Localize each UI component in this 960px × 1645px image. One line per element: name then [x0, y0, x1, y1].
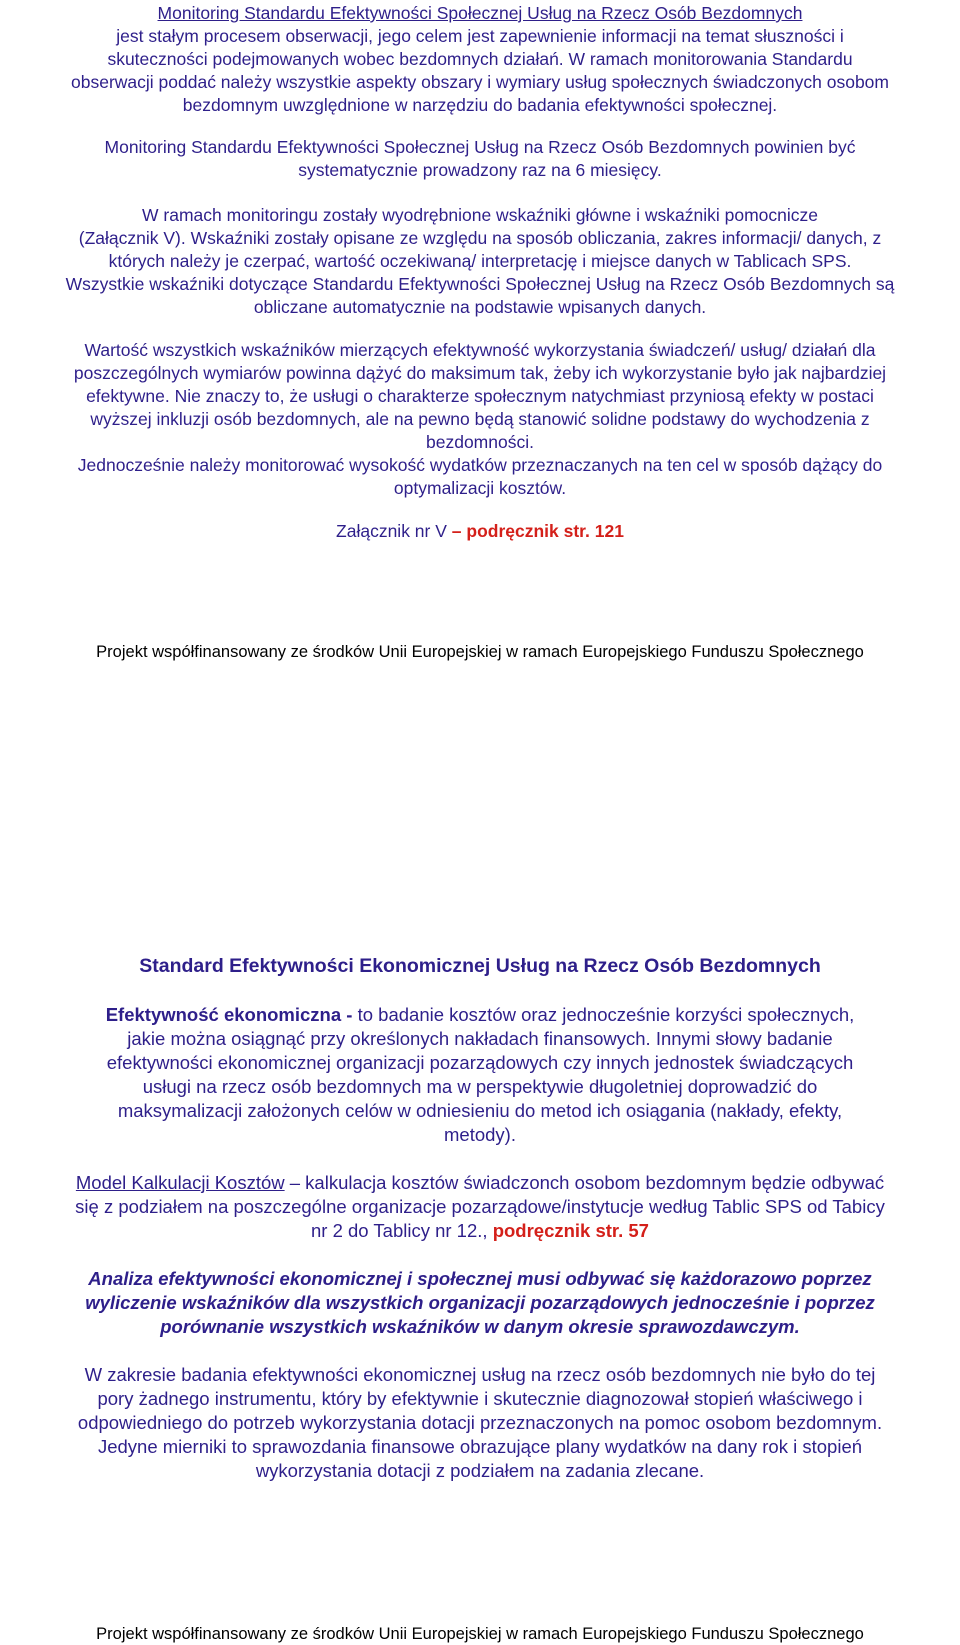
text-line: jest stałym procesem obserwacji, jego celem jest zapewnienie informacji na temat słuszności i	[116, 26, 844, 46]
text-line: (Załącznik V). Wskaźniki zostały opisane ze względu na sposób obliczania, zakres informacji/ danych, z	[78, 228, 882, 248]
indicators-paragraph	[0, 204, 960, 319]
text-line: Analiza efektywności ekonomicznej i społecznej musi odbywać się każdorazowo poprzez	[88, 1268, 872, 1289]
text-line: maksymalizacji założonych celów w odniesieniu do metod ich osiągania (nakłady, efekty,	[117, 1100, 843, 1121]
text-line: których należy je czerpać, wartość oczekiwaną/ interpretację i miejsce danych w Tablicach SPS.	[108, 251, 852, 271]
handbook-page-reference: podręcznik str. 121	[466, 521, 624, 541]
text-line: usługi na rzecz osób bezdomnych ma w perspektywie długoletniej doprowadzić do	[142, 1076, 818, 1097]
economic-efficiency-paragraph	[0, 1003, 960, 1147]
text-line: W ramach monitoringu zostały wyodrębnione wskaźniki główne i wskaźniki pomocnicze	[142, 205, 818, 225]
text-line: wyższej inkluzji osób bezdomnych, ale na pewno będą stanowić solidne podstawy do wychodzenia z	[90, 409, 870, 429]
text-line: porównanie wszystkich wskaźników w danym okresie sprawozdawczym.	[160, 1316, 800, 1337]
text-line: nr 2 do Tablicy nr 12.,	[311, 1220, 493, 1241]
text-line: optymalizacji kosztów.	[393, 478, 567, 498]
text-line: metody).	[444, 1124, 516, 1145]
monitoring-paragraph	[0, 2, 960, 117]
text-line: obliczane automatycznie na podstawie wpisanych danych.	[253, 297, 707, 317]
text-line: Monitoring Standardu Efektywności Społecznej Usług na Rzecz Osób Bezdomnych powinien być	[104, 137, 856, 157]
text-line: odpowiedniego do potrzeb wykorzystania dotacji przeznaczonych na pomoc osobom bezdomnym.	[77, 1412, 883, 1433]
section-heading: Standard Efektywności Ekonomicznej Usług na Rzecz Osób Bezdomnych	[139, 955, 821, 977]
value-paragraph	[0, 339, 960, 500]
text-line: obserwacji poddać należy wszystkie aspekty obszary i wymiary usług społecznych świadczonych osobom	[71, 72, 889, 92]
text-line: Wartość wszystkich wskaźników mierzących efektywność wykorzystania świadczeń/ usług/ działań dla	[84, 340, 876, 360]
attachment-reference	[0, 520, 960, 543]
text-line: W zakresie badania efektywności ekonomicznej usług na rzecz osób bezdomnych nie było do tej	[84, 1364, 876, 1385]
text-line: to badanie kosztów oraz jednocześnie korzyści społecznych,	[352, 1004, 855, 1025]
text-line: bezdomności.	[426, 432, 534, 452]
text-line: systematycznie prowadzony raz na 6 miesięcy.	[298, 160, 662, 180]
cost-model-link[interactable]: Model Kalkulacji Kosztów	[75, 1172, 285, 1193]
text-line: efektywne. Nie znaczy to, że usługi o charakterze społecznym natychmiast przyniosą efekty w postaci	[86, 386, 874, 406]
text-line: pory żadnego instrumentu, który by efektywnie i skutecznie diagnozował stopień właściwego i	[97, 1388, 863, 1409]
text-line: – kalkulacja kosztów świadczonch osobom bezdomnym będzie odbywać	[284, 1172, 885, 1193]
text-line: wykorzystania dotacji z podziałem na zadania zlecane.	[255, 1460, 705, 1481]
text-line: Jedyne mierniki to sprawozdania finansowe obrazujące plany wydatków na dany rok i stopień	[97, 1436, 863, 1457]
page-footer: Projekt współfinansowany ze środków Unii Europejskiej w ramach Europejskiego Funduszu Społecznego	[96, 1625, 864, 1643]
analysis-paragraph	[0, 1267, 960, 1339]
text-line: się z podziałem na poszczególne organizacje pozarządowe/instytucje według Tablic SPS od Tabicy	[75, 1196, 885, 1217]
handbook-page-reference: podręcznik str. 57	[492, 1220, 649, 1241]
attachment-dash: –	[446, 521, 467, 541]
instrument-paragraph	[0, 1363, 960, 1483]
text-line: Wszystkie wskaźniki dotyczące Standardu Efektywności Społecznej Usług na Rzecz Osób Bezdomnych są	[65, 274, 895, 294]
attachment-label: Załącznik nr V	[336, 521, 447, 541]
text-line: wyliczenie wskaźników dla wszystkich organizacji pozarządowych jednocześnie i poprzez	[85, 1292, 875, 1313]
frequency-paragraph	[0, 136, 960, 182]
monitoring-title-link[interactable]: Monitoring Standardu Efektywności Społecznej Usług na Rzecz Osób Bezdomnych	[157, 3, 803, 23]
term-label: Efektywność ekonomiczna -	[105, 1004, 353, 1025]
text-line: bezdomnym uwzględnione w narzędziu do badania efektywności społecznej.	[182, 95, 778, 115]
text-line: Jednocześnie należy monitorować wysokość wydatków przeznaczanych na ten cel w sposób dążący do	[77, 455, 883, 475]
text-line: efektywności ekonomicznej organizacji pozarządowych czy innych jednostek świadczących	[106, 1052, 854, 1073]
page-footer: Projekt współfinansowany ze środków Unii Europejskiej w ramach Europejskiego Funduszu Społecznego	[96, 643, 864, 661]
text-line: poszczególnych wymiarów powinna dążyć do maksimum tak, żeby ich wykorzystanie było jak najbardziej	[73, 363, 887, 383]
text-line: skuteczności podejmowanych wobec bezdomnych działań. W ramach monitorowania Standardu	[107, 49, 853, 69]
text-line: jakie można osiągnąć przy określonych nakładach finansowych. Innymi słowy badanie	[127, 1028, 833, 1049]
cost-model-paragraph	[0, 1171, 960, 1243]
